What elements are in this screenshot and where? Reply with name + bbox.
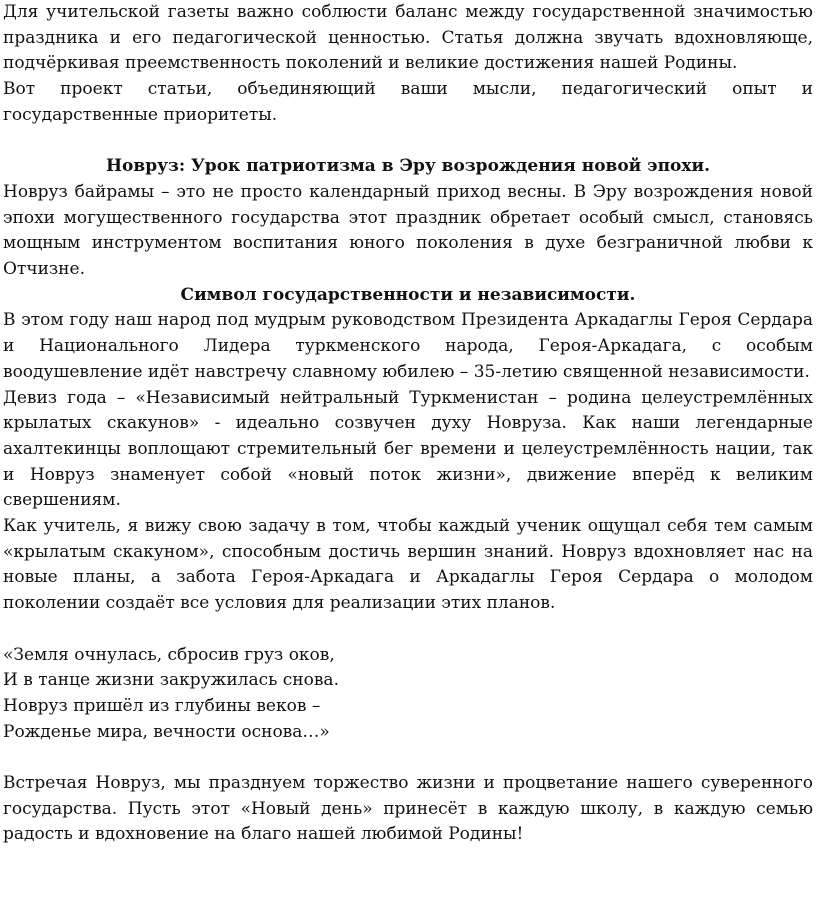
spacer [3,617,813,643]
closing-paragraph: Встречая Новруз, мы празднуем торжество жизни и процветание нашего суверенного государства. Пусть этот «Новый день» принесёт в каждую школу, в каждую семью радость и вдохновение на благо нашей любимой Родины! [3,773,813,845]
article-title: Новруз: Урок патриотизма в Эру возрождения новой эпохи. [105,156,711,177]
spacer [3,745,813,771]
article-paragraph: Девиз года – «Независимый нейтральный Туркменистан – родина целеустремлённых крылатых скакунов» - идеально созвучен духу Новруза. Как наши легендарные ахалтекинцы воплощают стремительный бег времени и целеустремлённость нации, так и Новруз знаменует собой «новый поток жизни», движение вперёд к великим свершениям. [3,387,813,511]
poem-line: Рожденье мира, вечности основа…» [3,721,330,742]
poem-line: «Земля очнулась, сбросив груз оков, [3,644,335,665]
intro-paragraph: Для учительской газеты важно соблюсти баланс между государственной значимостью праздника и его педагогической ценностью. Статья должна звучать вдохновляюще, подчёркивая преемственность поколений и великие достижения нашей Родины. [3,2,813,74]
poem-line: И в танце жизни закружилась снова. [3,670,339,691]
section-heading: Символ государственности и независимости. [180,284,636,305]
article-paragraph: В этом году наш народ под мудрым руководством Президента Аркадаглы Героя Сердара и Национального Лидера туркменского народа, Героя-Аркадага, с особым воодушевление идёт навстречу славному юбилею – 35-летию священной независимости. [3,310,813,382]
article-lead: Новруз байрамы – это не просто календарный приход весны. В Эру возрождения новой эпохи могущественного государства этот праздник обретает особый смысл, становясь мощным инструментом воспитания юного поколения в духе безграничной любви к Отчизне. [3,181,813,280]
poem-line: Новруз пришёл из глубины веков – [3,695,321,716]
intro-note: Вот проект статьи, объединяющий ваши мысли, педагогический опыт и государственные приоритеты. [3,79,813,125]
spacer [3,129,813,155]
article-paragraph: Как учитель, я вижу свою задачу в том, чтобы каждый ученик ощущал себя тем самым «крылатым скакуном», способным достичь вершин знаний. Новруз вдохновляет нас на новые планы, а забота Героя-Аркадага и Аркадаглы Героя Сердара о молодом поколении создаёт все условия для реализации этих планов. [3,516,813,614]
poem [3,643,813,746]
